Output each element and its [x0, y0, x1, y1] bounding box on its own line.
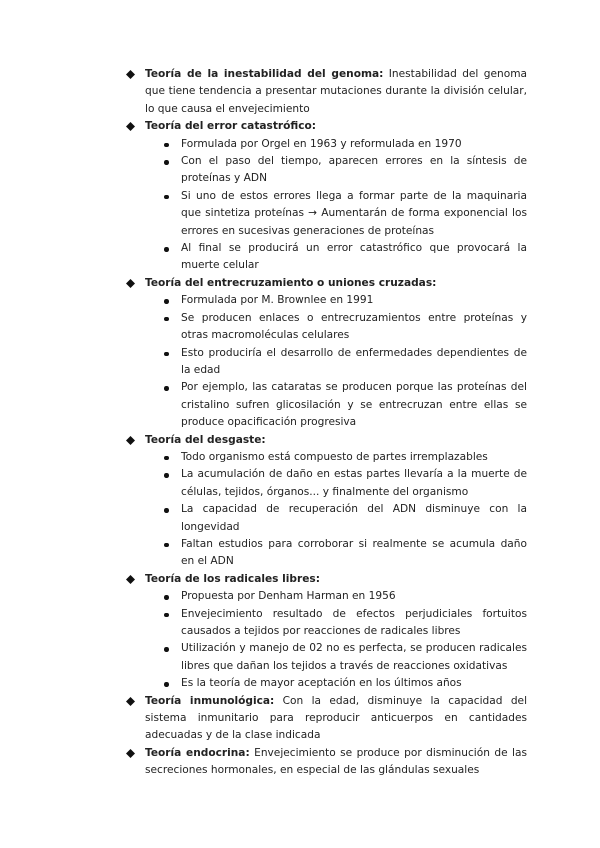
bullet-dot-icon: [164, 195, 169, 200]
list-item: Esto produciría el desarrollo de enfermedades dependientes de la edad: [181, 345, 527, 380]
theory-immunological: [145, 693, 527, 745]
theory-title: Teoría endocrina:: [145, 746, 250, 759]
list-item: Formulada por M. Brownlee en 1991: [181, 292, 527, 309]
theory-text: Envejecimiento se produce por disminución de las secreciones hormonales, en especial de las glándulas sexuales: [145, 746, 527, 777]
list-item: Faltan estudios para corroborar si realmente se acumula daño en el ADN: [181, 536, 527, 571]
theory-wear-and-tear: [145, 432, 527, 571]
list-item: Envejecimiento resultado de efectos perjudiciales fortuitos causados a tejidos por reacciones de radicales libres: [181, 606, 527, 641]
list-item: Propuesta por Denham Harman en 1956: [181, 588, 527, 605]
list-item: Utilización y manejo de 02 no es perfecta, se producen radicales libres que dañan los tejidos a través de reacciones oxidativas: [181, 640, 527, 675]
list-item: Formulada por Orgel en 1963 y reformulada en 1970: [181, 136, 527, 153]
theory-catastrophic-error: [145, 118, 527, 275]
list-item: Al final se producirá un error catastrófico que provocará la muerte celular: [181, 240, 527, 275]
bullet-dot-icon: [164, 160, 169, 165]
diamond-bullet-icon: [126, 122, 135, 131]
diamond-bullet-icon: [126, 697, 135, 706]
list-item: Todo organismo está compuesto de partes irremplazables: [181, 449, 527, 466]
list-item: Es la teoría de mayor aceptación en los últimos años: [181, 675, 527, 692]
list-item: La acumulación de daño en estas partes llevaría a la muerte de células, tejidos, órganos... y finalmente del organismo: [181, 466, 527, 501]
theory-title: Teoría del desgaste:: [145, 433, 266, 446]
theory-text: Inestabilidad del genoma que tiene tendencia a presentar mutaciones durante la división celular, lo que causa el envejecimiento: [145, 68, 528, 115]
diamond-bullet-icon: [126, 70, 135, 79]
list-item: Por ejemplo, las cataratas se producen porque las proteínas del cristalino sufren glicosilación y se entrecruzan entre ellas se produce opacificación progresiva: [181, 379, 527, 431]
list-item: Si uno de estos errores llega a formar parte de la maquinaria que sintetiza proteínas → Aumentarán de forma exponencial los errores en sucesivas generaciones de proteínas: [181, 188, 527, 240]
bullet-dot-icon: [164, 682, 169, 687]
bullet-dot-icon: [164, 473, 169, 478]
theory-title: Teoría de los radicales libres:: [145, 572, 320, 585]
theory-text: Con la edad, disminuye la capacidad del sistema inmunitario para reproducir anticuerpos en cantidades adecuadas y de la clase indicada: [145, 694, 528, 742]
list-item: Se producen enlaces o entrecruzamientos entre proteínas y otras macromoléculas celulares: [181, 310, 527, 345]
theory-genome-instability: [145, 66, 527, 118]
bullet-dot-icon: [164, 352, 169, 357]
bullet-list: [145, 136, 527, 275]
diamond-bullet-icon: [126, 436, 135, 445]
bullet-dot-icon: [164, 647, 169, 652]
bullet-list: [145, 292, 527, 431]
theory-free-radicals: [145, 571, 527, 693]
bullet-dot-icon: [164, 143, 169, 148]
theory-title: Teoría del error catastrófico:: [145, 120, 317, 133]
document-page: [0, 66, 600, 780]
bullet-dot-icon: [164, 543, 169, 548]
bullet-dot-icon: [164, 456, 169, 461]
bullet-dot-icon: [164, 595, 169, 600]
bullet-list: [145, 449, 527, 571]
diamond-bullet-icon: [126, 749, 135, 758]
theory-endocrine: [145, 745, 527, 780]
theory-title: Teoría de la inestabilidad del genoma:: [145, 68, 384, 80]
theory-title: Teoría del entrecruzamiento o uniones cruzadas:: [145, 276, 437, 289]
bullet-dot-icon: [164, 299, 169, 304]
list-item: Con el paso del tiempo, aparecen errores en la síntesis de proteínas y ADN: [181, 153, 527, 188]
diamond-bullet-icon: [126, 279, 135, 288]
bullet-dot-icon: [164, 386, 169, 391]
bullet-dot-icon: [164, 613, 169, 618]
bullet-dot-icon: [164, 247, 169, 252]
bullet-dot-icon: [164, 317, 169, 322]
theory-title: Teoría inmunológica:: [145, 694, 275, 707]
list-item: La capacidad de recuperación del ADN disminuye con la longevidad: [181, 501, 527, 536]
bullet-list: [145, 588, 527, 692]
diamond-bullet-icon: [126, 575, 135, 584]
bullet-dot-icon: [164, 508, 169, 513]
theory-cross-linking: [145, 275, 527, 432]
